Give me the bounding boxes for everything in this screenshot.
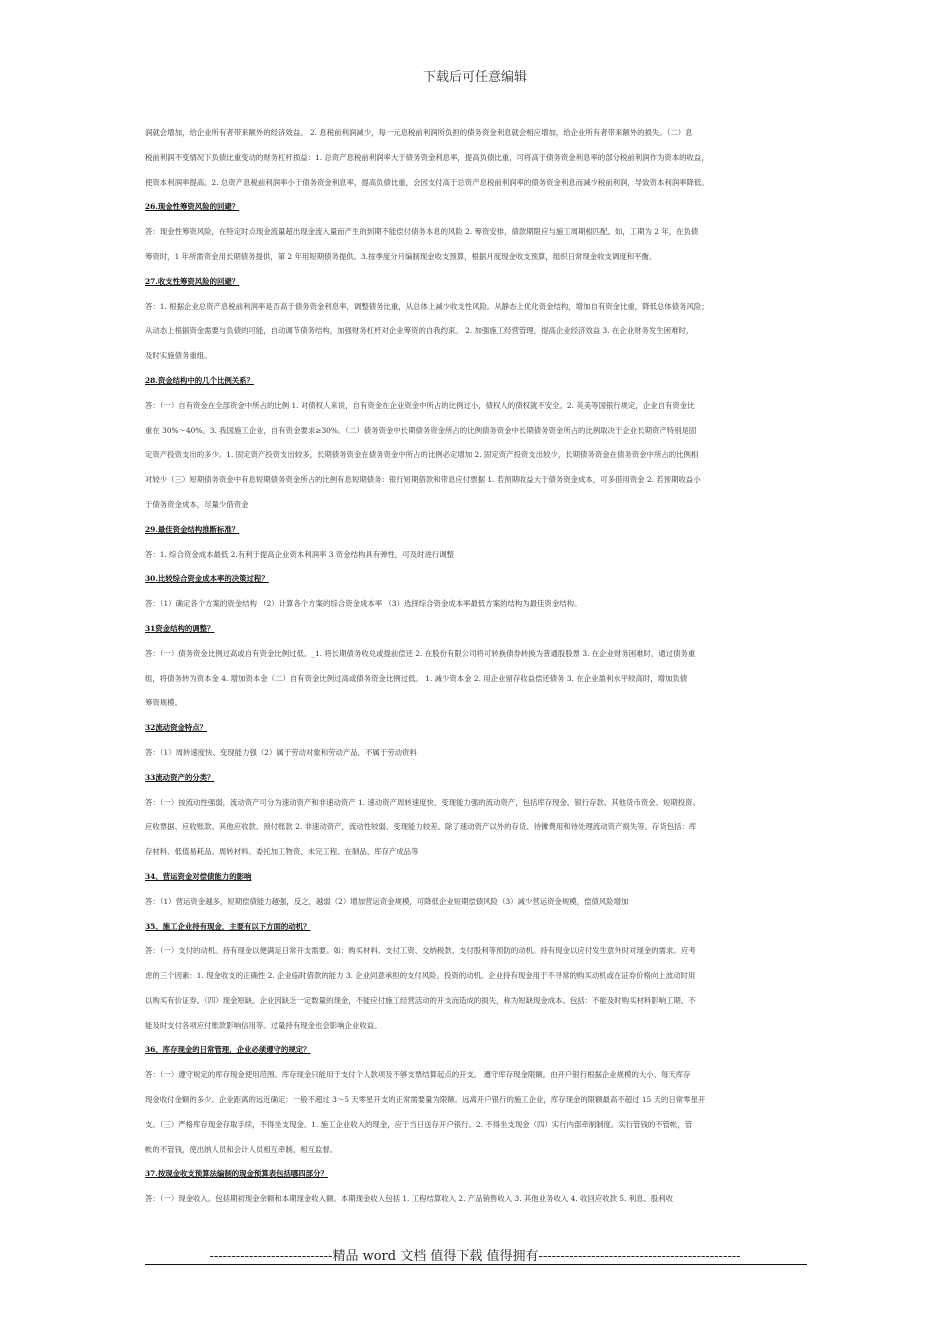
- body-text-line: 筹资规模。: [145, 698, 182, 708]
- body-text-line: 答：1. 根据企业总资产息税前利润率是否高于债务资金利息率，调整债务比重，从总体上减少收支性风险。从静态上优化资金结构，增加自有资金比重，降低总体债务风险；: [145, 301, 709, 311]
- body-text-line: 以购买有价证券。（四）现金短缺。企业因缺乏一定数量的现金，不能应付施工经营活动的开支而造成的损失，称为短缺现金成本。包括：不能及时购买材料影响工期、不: [145, 995, 696, 1005]
- question-heading: 28.资金结构中的几个比例关系？: [145, 375, 254, 385]
- body-text-line: 答：（一）现金收入。包括期初现金余额和本期现金收入额。本期现金收入包括 1. 工程结算收入 2. 产品销售收入 3. 其他业务收入 4. 收回应收款 5. 利息、股利收: [145, 1194, 674, 1204]
- body-text-line: 答：1. 综合资金成本最低 2.有利于提高企业资本利润率 3 资金结构具有弹性，可及时进行调整: [145, 549, 455, 559]
- page-header-title: 下载后可任意编辑: [422, 70, 527, 85]
- body-text-line: 润就会增加，给企业所有者带来额外的经济效益。 2. 息税前利润减少，每一元息税前利润所负担的债务资金利息就会相应增加，给企业所有者带来额外的损失。（二）息: [145, 128, 693, 137]
- body-text-line: 答：（一）支付的动机。持有现金以便满足日常开支需要。如：购买材料、支付工资、交纳税款、支付股利等预防的动机。持有现金以应付发生意外时对现金的需求。应考: [145, 946, 696, 956]
- body-text-line: 组，将债务转为资本金 4. 增加资本金（二）自有资金比例过高或债务资金比例过低。 1. 减少资本金 2. 用企业留存收益偿还债务 3. 在企业盈利水平较高时，增加负债: [145, 673, 688, 683]
- body-text-line: 于债务资金成本，尽量少借资金: [145, 499, 249, 509]
- body-text-line: 支。（三）严格库存现金存取手续，不得坐支现金。1. 施工企业收入的现金，应于当日送存开户银行。2. 不得坐支现金（四）实行内部牵制制度。实行管钱的不管帐，管: [145, 1119, 693, 1129]
- body-text-line: 能及时支付各项应付账款影响信用等。过量持有现金也会影响企业收益。: [145, 1020, 382, 1030]
- footer-divider: [145, 1264, 807, 1265]
- body-text-line: 答：（一）按流动性强弱，流动资产可分为速动资产和非速动资产 1. 速动资产周转速度快、变现能力强的流动资产，包括库存现金、银行存款、其他货币资金、短期投资、: [145, 797, 700, 807]
- question-heading: 30.比较综合资金成本率的决策过程？: [145, 574, 269, 584]
- body-text-line: 答：（一）遵守规定的库存现金使用范围。库存现金只能用于支付个人款项及不够支票结算起点的开支。 遵守库存现金限额。由开户银行根据企业规模的大小、每天库存: [145, 1070, 691, 1080]
- body-text-line: 答：（一）自有资金在全部资金中所占的比例 1. 对债权人来说，自有资金在企业资金中所占的比例过小，债权人的债权就不安全。2. 英美等国银行规定，企业自有资金比: [145, 400, 695, 410]
- body-text-line: 答：（一）债务资金比例过高或自有资金比例过低。_1. 将长期债务收兑或提前偿还 2. 在股份有限公司将可转换债券转换为普通股股票 3. 在企业财务困难时，通过债务重: [145, 648, 696, 658]
- body-text-line: 现金收付金额的多少、企业距离的远近确定：一般不超过 3～5 天零星开支的正常需要量为限额。远离开户银行的施工企业，库存现金的限额最高不超过 15 天的日常零星开: [145, 1095, 706, 1105]
- body-text-line: 使资本利润率提高。2. 总资产息税前利润率小于债务资金利息率，提高负债比重，会因支付高于总资产息税前利润率的债务资金利息而减少税前利润，导致资本利润率降低。: [145, 177, 709, 187]
- body-text-line: 答：（1）确定各个方案的资金结构 （2）计算各个方案的综合资金成本率 （3）选择综合资金成本率最低方案的结构为最佳资金结构。: [145, 599, 582, 609]
- body-text-line: 答：现金性筹资风险，在特定时点现金流量超出现金流入量而产生的到期不能偿付债务本息的风险 2. 筹资安排，债款期限应与施工周期相匹配。如，工期为 2 年，在负债: [145, 227, 699, 237]
- question-heading: 26.现金性筹资风险的回避？: [145, 202, 240, 212]
- body-text-line: 税前利润不变情况下负债比重变动的财务杠杆损益：1. 总资产息税前利润率大于债务资金利息率，提高负债比重，可将高于债务资金利息率的部分税前利润作为资本的收益，: [145, 152, 709, 162]
- question-heading: 34、营运资金对偿债能力的影响: [145, 871, 252, 881]
- question-heading: 36、库存现金的日常管理，企业必须遵守的规定？: [145, 1045, 311, 1055]
- body-text-line: 及时实施债务重组。: [145, 351, 212, 361]
- question-heading: 27.收支性筹资风险的回避？: [145, 276, 240, 286]
- body-text-line: 对较少（三）短期债务资金中有息短期债务资金所占的比例有息短期债务：银行短期借款和带息应付票据 1. 若预期收益大于债务资金成本，可多借用资金 2. 若预期收益小: [145, 475, 701, 485]
- question-heading: 37.按现金收支预算法编制的现金预算表包括哪四部分？: [145, 1169, 328, 1179]
- body-text-line: 筹资时，1 年所需资金用长期债务提供，第 2 年用短期债务提供。3.按季度分月编制现金收支预算，根据月度现金收支预算，组织日常现金收支调度和平衡。: [145, 251, 657, 261]
- body-text-line: 答：（1）周转速度快、变现能力强（2）属于劳动对象和劳动产品，不属于劳动资料: [145, 747, 417, 757]
- body-text-line: 应收票据、应收账款。其他应收款、预付账款 2. 非速动资产，流动性较弱、变现能力较差、除了速动资产以外的存货、待摊费用和待处理流动资产损失等。存货包括：库: [145, 822, 697, 832]
- body-text-line: 定资产投资支出的多少。1. 固定资产投资支出较多，长期债务资金在债务资金中所占的比例必定增加 2. 固定资产投资支出较少，长期债务资金在债务资金中所占的比例相: [145, 450, 699, 460]
- question-heading: 35、施工企业持有现金，主要有以下方面的动机？: [145, 921, 311, 931]
- body-text-line: 存材料、低值易耗品、周转材料、委托加工物资、未完工程、在制品、库存产成品等: [145, 847, 419, 857]
- body-text-line: 从动态上根据资金需要与负债的可能，自动调节债务结构，加强财务杠杆对企业筹资的自我约束。 2. 加强施工经营管理，提高企业经济效益 3. 在企业财务发生困难时，: [145, 326, 694, 336]
- body-text-line: 虑的三个因素：1. 现金收支的正确性 2. 企业临时借款的能力 3. 企业同意承担的支付风险。投资的动机。企业持有现金用于不寻常的购买动机或在证券价格向上波动时用: [145, 971, 696, 981]
- question-heading: 33流动资产的分类？: [145, 772, 215, 782]
- page-footer-text: ----------------------------精品 word 文档 值得下载 值得拥有----------------------------------------------: [209, 1249, 741, 1264]
- question-heading: 32流动资金特点？: [145, 723, 208, 733]
- body-text-line: 帐的不管钱，使出纳人员和会计人员相互牵制，相互监督。: [145, 1144, 338, 1154]
- body-text-line: 重在 30%～40%。3. 我国施工企业，自有资金要求≥30%。（二）债务资金中长期债务资金所占的比例债务资金中长期债务资金所占的比例取决于企业长期资产特别是固: [145, 425, 697, 435]
- question-heading: 31资金结构的调整？: [145, 623, 215, 633]
- question-heading: 29.最佳资金结构推断标准？: [145, 524, 240, 534]
- body-text-line: 答：（1）营运资金越多，短期偿债能力越强，反之，越弱（2）增加营运资金规模，可降低企业短期偿债风险（3）减少营运资金规模，偿债风险增加: [145, 896, 629, 906]
- document-body: [145, 121, 813, 1212]
